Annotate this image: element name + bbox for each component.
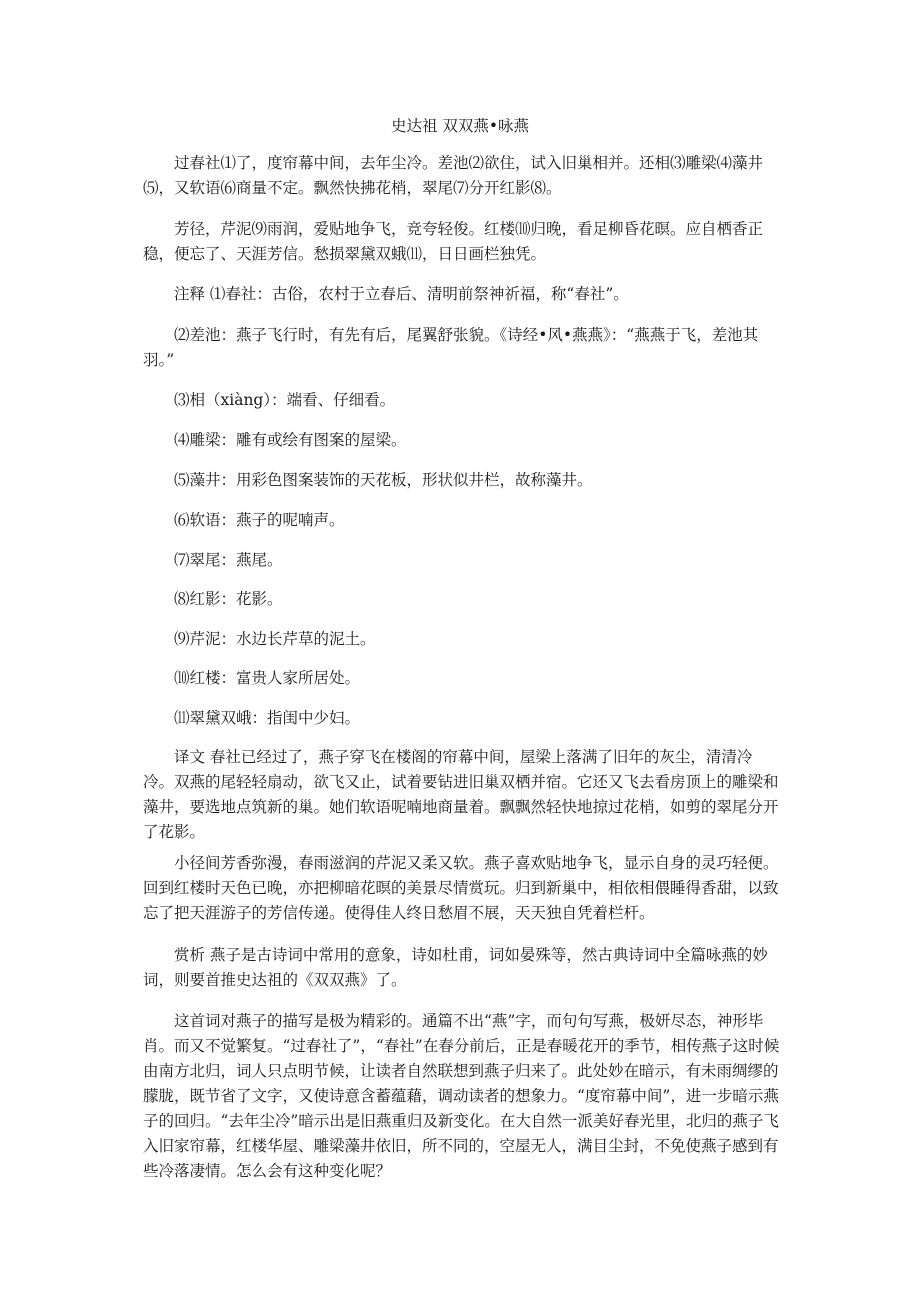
poem-title: 史达祖 双双燕•咏燕	[390, 117, 530, 135]
note-3: ⑶相（xiàng）：端看、仔细看。	[174, 391, 396, 409]
note-4: ⑷雕梁：雕有或绘有图案的屋梁。	[174, 431, 407, 449]
appreciation-paragraph-1: 赏析 燕子是古诗词中常用的意象，诗如杜甫，词如晏殊等，然古典诗词中全篇咏燕的妙词，则要首推史达祖的《双双燕》了。	[143, 946, 768, 989]
poem-stanza-1: 过春社⑴了，度帘幕中间，去年尘冷。差池⑵欲住，试入旧巢相并。还相⑶雕梁⑷藻井⑸，又软语⑹商量不定。飘然快拂花梢，翠尾⑺分开红影⑻。	[143, 154, 764, 197]
note-6: ⑹软语：燕子的呢喃声。	[174, 511, 345, 529]
poem-stanza-2: 芳径，芹泥⑼雨润，爱贴地争飞，竞夸轻俊。红楼⑽归晚，看足柳昏花暝。应自栖香正稳，便忘了、天涯芳信。愁损翠黛双蛾⑾，日日画栏独凭。	[143, 220, 764, 263]
note-7: ⑺翠尾：燕尾。	[174, 551, 283, 569]
note-1: 注释 ⑴春社：古俗，农村于立春后、清明前祭神祈福，称“春社”。	[174, 285, 629, 303]
note-2: ⑵差池：燕子飞行时，有先有后，尾翼舒张貌。《诗经•风•燕燕》：“燕燕于飞，差池其羽。”	[143, 326, 759, 369]
note-8: ⑻红影：花影。	[174, 590, 283, 608]
appreciation-paragraph-2: 这首词对燕子的描写是极为精彩的。通篇不出“燕”字，而句句写燕，极妍尽态，神形毕肖。而又不觉繁复。“过春社了”，“春社”在春分前后，正是春暖花开的季节，相传燕子这时候由南方北归，词人只点明节候，让读者自然联想到燕子归来了。此处妙在暗示，有未雨绸缪的朦胧，既节省了文字，又使诗意含蓄蕴藉，调动读者的想象力。“度帘幕中间”，进一步暗示燕子的回归。“去年尘冷”暗示出是旧燕重归及新变化。在大自然一派美好春光里，北归的燕子飞入旧家帘幕，红楼华屋、雕梁藻井依旧，所不同的，空屋无人，满目尘封，不免使燕子感到有些冷落凄情。怎么会有这种变化呢？	[143, 1012, 780, 1180]
note-5: ⑸藻井：用彩色图案装饰的天花板，形状似井栏，故称藻井。	[174, 471, 593, 489]
note-9: ⑼芹泥：水边长芹草的泥土。	[174, 630, 376, 648]
translation-paragraph-2: 小径间芳香弥漫，春雨滋润的芹泥又柔又软。燕子喜欢贴地争飞，显示自身的灵巧轻便。回到红楼时天色已晚，亦把柳暗花暝的美景尽情赏玩。归到新巢中，相依相偎睡得香甜，以致忘了把天涯游子的芳信传递。使得佳人终日愁眉不展，天天独自凭着栏杆。	[143, 854, 779, 922]
note-10: ⑽红楼：富贵人家所居处。	[174, 669, 361, 687]
translation-paragraph-1: 译文 春社已经过了，燕子穿飞在楼阁的帘幕中间，屋梁上落满了旧年的灰尘，清清冷冷。双燕的尾轻轻扇动，欲飞又止，试着要钻进旧巢双栖并宿。它还又飞去看房顶上的雕梁和藻井，要选地点筑新的巢。她们软语呢喃地商量着。飘飘然轻快地掠过花梢，如剪的翠尾分开了花影。	[143, 748, 779, 841]
note-11: ⑾翠黛双峨：指闺中少妇。	[174, 709, 361, 727]
